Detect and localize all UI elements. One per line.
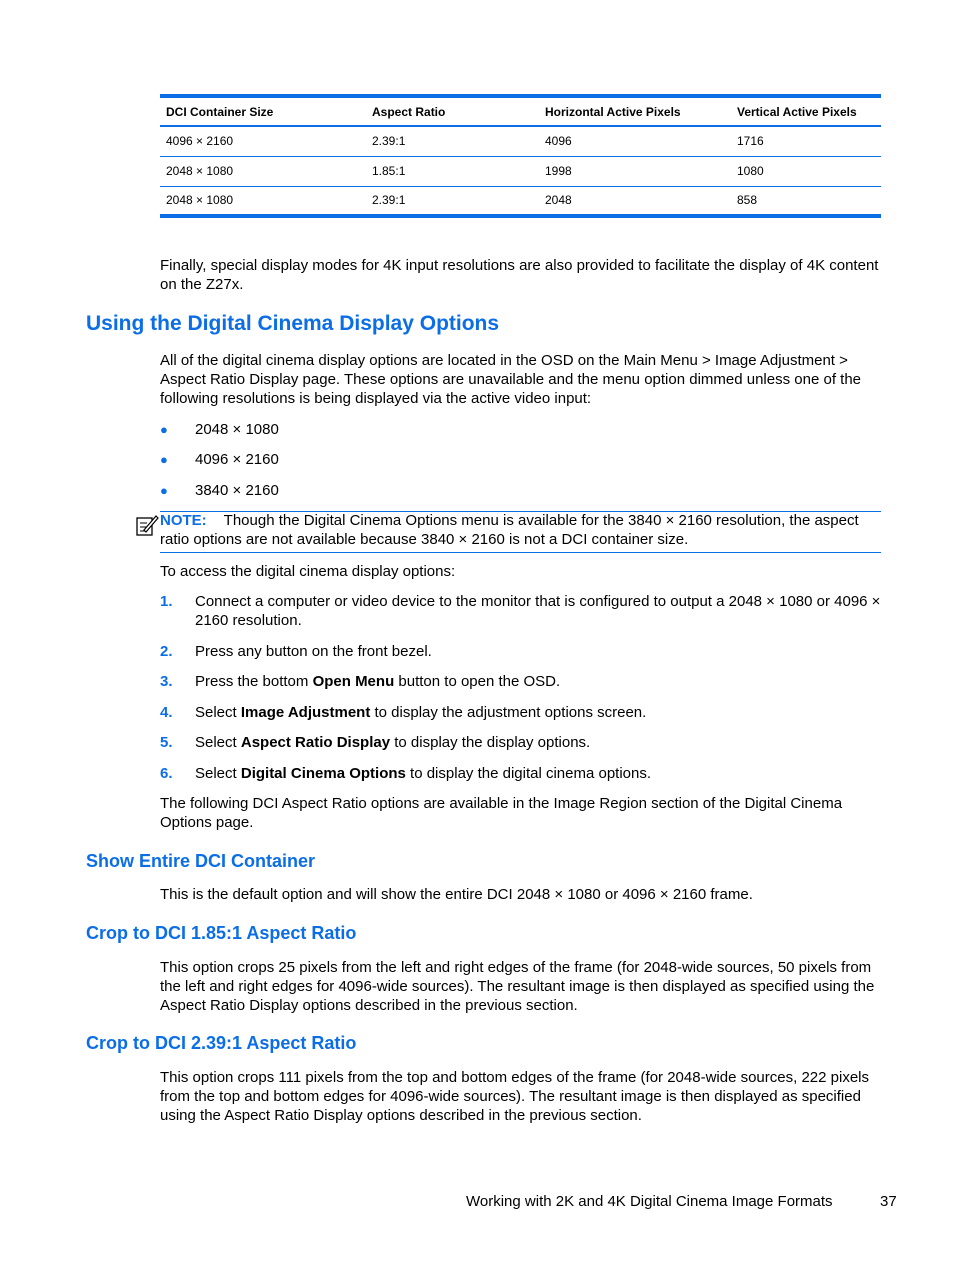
step-number: 5. [160,734,173,751]
table-cell: 4096 × 2160 [166,134,234,149]
bullet-item: 2048 × 1080 [195,421,279,438]
bullet-dot: ● [160,483,168,498]
intro-paragraph: Finally, special display modes for 4K input resolutions are also provided to facilitate the display of 4K content on the Z27x. [160,257,879,293]
bullet-dot: ● [160,422,168,437]
subsection-body: This option crops 111 pixels from the top and bottom edges of the frame (for 2048-wide sources, 222 pixels from the top and bottom edges for 4096-wide sources). The resultant image is then displayed as specified using the Aspect Ratio Display options described in the previous section. [160,1069,869,1124]
table-cell: 2048 × 1080 [166,164,234,178]
step-number: 3. [160,673,173,690]
table-header-cell: Aspect Ratio [372,104,446,119]
step-bold-term: Aspect Ratio Display [240,734,391,751]
step-bold-term: Digital Cinema Options [240,765,406,782]
table-header-row [160,96,881,126]
step-text: Select Aspect Ratio Display to display the display options. [195,734,591,751]
note-text-block [160,511,885,549]
step-text: Select Digital Cinema Options to display the digital cinema options. [195,765,652,782]
access-intro: To access the digital cinema display options: [160,563,456,580]
subsection-title: Crop to DCI 1.85:1 Aspect Ratio [86,923,357,943]
step-number: 1. [160,593,173,610]
table-header-cell: Horizontal Active Pixels [545,104,681,119]
step-number: 2. [160,643,173,660]
step-text: Press any button on the front bezel. [195,643,432,660]
step-text: Connect a computer or video device to the monitor that is configured to output a 2048 × 1080 or 4096 × 2160 resolution. [195,593,881,629]
table-header-cell: Vertical Active Pixels [737,104,857,119]
note-label: NOTE: [160,512,207,529]
table-cell: 1998 [545,164,572,178]
bullet-item: 3840 × 2160 [195,482,279,499]
step-bold-term: Image Adjustment [240,704,371,721]
table-header-cell: DCI Container Size [166,104,274,119]
dci-container-table [160,94,881,218]
table-cell: 2.39:1 [372,134,406,149]
table-cell: 4096 [545,134,572,149]
bullet-item: 4096 × 2160 [195,451,279,468]
table-row [160,126,881,156]
table-row [160,156,881,186]
subsection-body: This option crops 25 pixels from the left and right edges of the frame (for 2048-wide sources, 50 pixels from the left and right edges for 4096-wide sources). The resultant image is then displayed as specified using the Aspect Ratio Display options described in the previous section. [160,959,875,1014]
subsection-title: Show Entire DCI Container [86,851,316,871]
section-title: Using the Digital Cinema Display Options [86,312,500,335]
section-paragraph: All of the digital cinema display options are located in the OSD on the Main Menu > Image Adjustment > Aspect Ratio Display page. These options are unavailable and the menu option dimmed unless one of the following resolutions is being displayed via the active video input: [160,352,862,407]
table-cell: 2048 [545,193,572,208]
step-text: Press the bottom Open Menu button to open the OSD. [195,673,561,690]
table-cell: 2048 × 1080 [166,193,234,208]
table-cell: 1716 [737,134,764,149]
note-pencil-icon [135,513,159,537]
step-number: 6. [160,765,173,782]
bullet-dot: ● [160,452,168,467]
note-text: Though the Digital Cinema Options menu is available for the 3840 × 2160 resolution, the aspect ratio options are not available because 3840 × 2160 is not a DCI container size. [160,512,859,548]
subsection-body: This is the default option and will show the entire DCI 2048 × 1080 or 4096 × 2160 frame. [160,886,753,903]
footer-title: Working with 2K and 4K Digital Cinema Image Formats [466,1193,833,1210]
table-cell: 2.39:1 [372,193,406,208]
subsection-title: Crop to DCI 2.39:1 Aspect Ratio [86,1033,357,1053]
table-cell: 1080 [737,164,764,178]
table-cell: 858 [737,193,758,208]
page-number: 37 [880,1193,897,1210]
step-text: Select Image Adjustment to display the adjustment options screen. [195,704,647,721]
following-paragraph: The following DCI Aspect Ratio options are available in the Image Region section of the Digital Cinema Options page. [160,795,843,831]
step-number: 4. [160,704,173,721]
step-bold-term: Open Menu [312,673,395,690]
table-row [160,186,881,216]
table-cell: 1.85:1 [372,164,406,178]
